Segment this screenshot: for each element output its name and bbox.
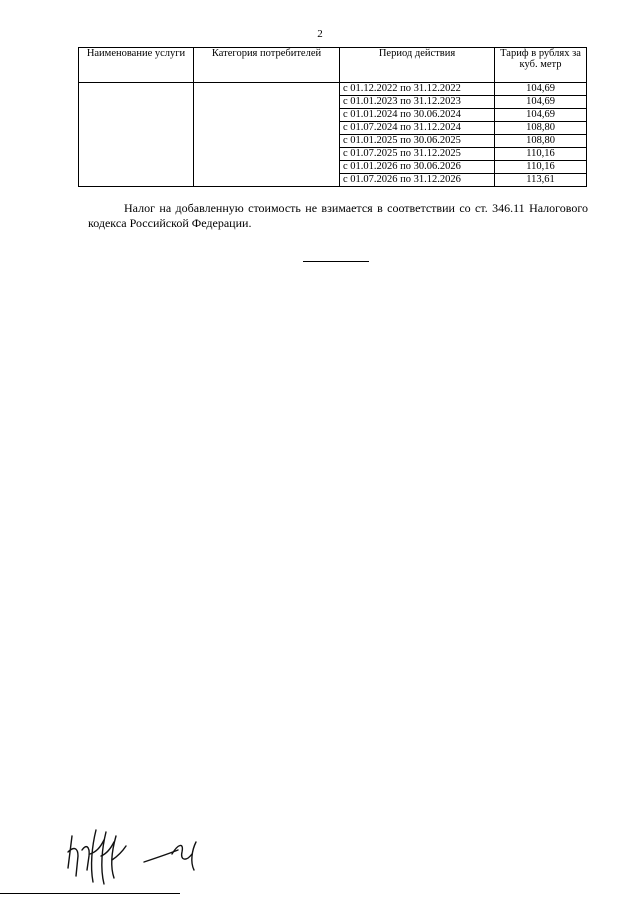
table-row [79, 83, 587, 96]
category-cell [194, 83, 340, 187]
period-cell: с 01.07.2026 по 31.12.2026 [340, 174, 495, 187]
table-header-row [79, 48, 587, 83]
tariff-cell: 110,16 [495, 161, 587, 174]
handwritten-signatures [60, 826, 210, 886]
period-cell: с 01.01.2023 по 31.12.2023 [340, 96, 495, 109]
tariff-cell: 108,80 [495, 135, 587, 148]
header-service: Наименование услуги [79, 48, 194, 83]
end-separator-line [303, 261, 369, 262]
vat-note: Налог на добавленную стоимость не взимается в соответствии со ст. 346.11 Налогового кодекса Российской Федерации. [88, 201, 588, 230]
tariff-cell: 104,69 [495, 96, 587, 109]
period-cell: с 01.01.2024 по 30.06.2024 [340, 109, 495, 122]
tariff-cell: 110,16 [495, 148, 587, 161]
period-cell: с 01.12.2022 по 31.12.2022 [340, 83, 495, 96]
period-cell: с 01.01.2026 по 30.06.2026 [340, 161, 495, 174]
period-cell: с 01.07.2025 по 31.12.2025 [340, 148, 495, 161]
footer-line [0, 893, 180, 894]
period-cell: с 01.01.2025 по 30.06.2025 [340, 135, 495, 148]
tariff-cell: 104,69 [495, 109, 587, 122]
service-cell [79, 83, 194, 187]
tariff-cell: 108,80 [495, 122, 587, 135]
header-period: Период действия [340, 48, 495, 83]
period-cell: с 01.07.2024 по 31.12.2024 [340, 122, 495, 135]
header-category: Категория потребителей [194, 48, 340, 83]
tariff-cell: 113,61 [495, 174, 587, 187]
tariff-cell: 104,69 [495, 83, 587, 96]
page-number: 2 [317, 28, 323, 40]
tariff-table [78, 47, 587, 187]
header-tariff: Тариф в рублях за куб. метр [495, 48, 587, 83]
